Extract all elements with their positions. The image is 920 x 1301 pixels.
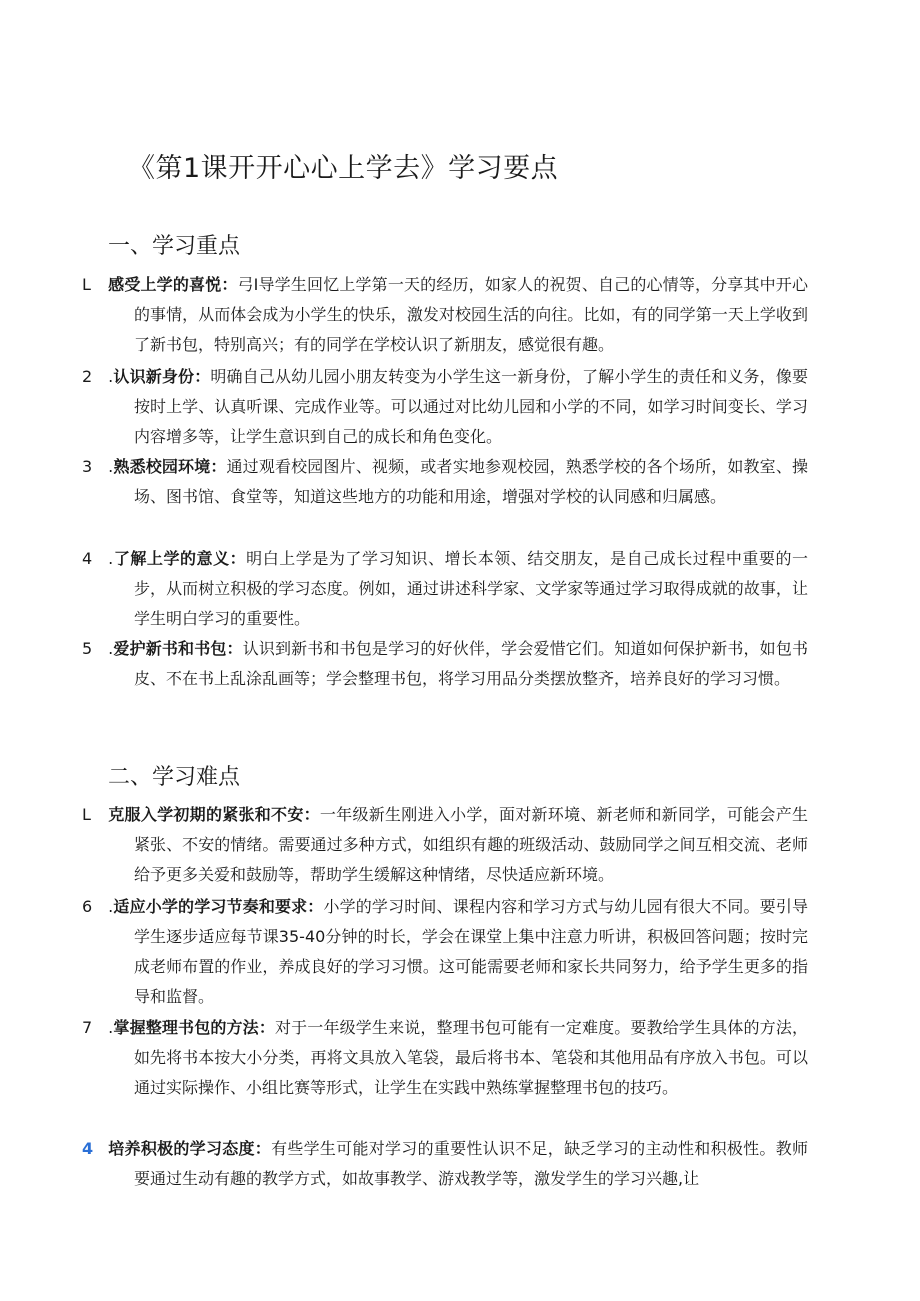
item-text: 认识到新书和书包是学习的好伙伴，学会爱惜它们。知道如何保护新书，如包书皮、不在书上乱涂乱画等；学会整理书包，将学习用品分类摆放整齐，培养良好的学习习惯。 <box>134 639 808 688</box>
item-number: 4 . <box>82 549 114 568</box>
list-item: L 感受上学的喜悦：弓I导学生回忆上学第一天的经历，如家人的祝贺、自己的心情等，分享其中开心的事情，从而体会成为小学生的快乐，激发对校园生活的向往。比如，有的同学第一天上学收到了新书包，特别高兴；有的同学在学校认识了新朋友，感觉很有趣。 <box>82 275 808 354</box>
section-heading-difficulties: 二、学习难点 <box>108 765 241 790</box>
item-label: 了解上学的意义： <box>113 549 247 568</box>
item-number: 2 . <box>82 367 114 386</box>
section-heading-key-points: 一、学习重点 <box>108 234 241 259</box>
item-number: 5 . <box>82 639 114 658</box>
item-label: 熟悉校园环境： <box>113 457 227 476</box>
item-number: 6 . <box>82 897 114 916</box>
item-label: 培养积极的学习态度： <box>108 1139 272 1158</box>
item-label: 爱护新书和书包： <box>113 639 243 658</box>
item-text: 弓I导学生回忆上学第一天的经历，如家人的祝贺、自己的心情等，分享其中开心的事情，从而体会成为小学生的快乐，激发对校园生活的向往。比如，有的同学第一天上学收到了新书包，特别高兴；有的同学在学校认识了新朋友，感觉很有趣。 <box>134 275 808 354</box>
item-label: 克服入学初期的紧张和不安： <box>108 805 320 824</box>
item-number: 7 . <box>82 1018 114 1037</box>
item-text: 对于一年级学生来说，整理书包可能有一定难度。要教给学生具体的方法，如先将书本按大小分类，再将文具放入笔袋，最后将书本、笔袋和其他用品有序放入书包。可以通过实际操作、小组比赛等形式，让学生在实践中熟练掌握整理书包的技巧。 <box>134 1018 808 1097</box>
list-item <box>82 544 808 634</box>
item-text: 明确自己从幼儿园小朋友转变为小学生这一新身份，了解小学生的责任和义务，像要按时上学、认真听课、完成作业等。可以通过对比幼儿园和小学的不同，如学习时间变长、学习内容增多等，让学生意识到自己的成长和角色变化。 <box>134 367 808 446</box>
list-item <box>82 892 808 1012</box>
item-text: 有些学生可能对学习的重要性认识不足，缺乏学习的主动性和积极性。教师要通过生动有趣的教学方式，如故事教学、游戏教学等，激发学生的学习兴趣,让 <box>134 1139 808 1188</box>
item-label: 适应小学的学习节奏和要求： <box>113 897 324 916</box>
list-item <box>82 452 808 512</box>
item-text: 通过观看校园图片、视频，或者实地参观校园，熟悉学校的各个场所，如教室、操场、图书馆、食堂等，知道这些地方的功能和用途，增强对学校的认同感和归属感。 <box>134 457 808 506</box>
list-item: 4 培养积极的学习态度：有些学生可能对学习的重要性认识不足，缺乏学习的主动性和积极性。教师要通过生动有趣的教学方式，如故事教学、游戏教学等，激发学生的学习兴趣,让 <box>82 1139 808 1188</box>
item-number: 3 . <box>82 457 114 476</box>
list-item: L 克服入学初期的紧张和不安：一年级新生刚进入小学，面对新环境、新老师和新同学，可能会产生紧张、不安的情绪。需要通过多种方式，如组织有趣的班级活动、鼓励同学之间互相交流、老师给予更多关爱和鼓励等，帮助学生缓解这种情绪，尽快适应新环境。 <box>82 805 808 884</box>
item-text: 明白上学是为了学习知识、增长本领、结交朋友，是自己成长过程中重要的一步，从而树立积极的学习态度。例如，通过讲述科学家、文学家等通过学习取得成就的故事，让学生明白学习的重要性。 <box>134 549 808 628</box>
list-item <box>82 362 808 452</box>
item-label: 掌握整理书包的方法： <box>113 1018 275 1037</box>
list-item <box>82 1013 808 1103</box>
item-text: 一年级新生刚进入小学，面对新环境、新老师和新同学，可能会产生紧张、不安的情绪。需要通过多种方式，如组织有趣的班级活动、鼓励同学之间互相交流、老师给予更多关爱和鼓励等，帮助学生缓解这种情绪，尽快适应新环境。 <box>134 805 808 884</box>
document-title: 《第1课开开心心上学去》学习要点 <box>128 153 559 184</box>
item-label: 认识新身份： <box>113 367 211 386</box>
item-label: 感受上学的喜悦： <box>108 275 238 294</box>
list-item <box>82 634 808 694</box>
item-text: 小学的学习时间、课程内容和学习方式与幼儿园有很大不同。要引导学生逐步适应每节课35-40分钟的时长，学会在课堂上集中注意力听讲，积极回答问题；按时完成老师布置的作业，养成良好的学习习惯。这可能需要老师和家长共同努力，给予学生更多的指导和监督。 <box>134 897 808 1006</box>
